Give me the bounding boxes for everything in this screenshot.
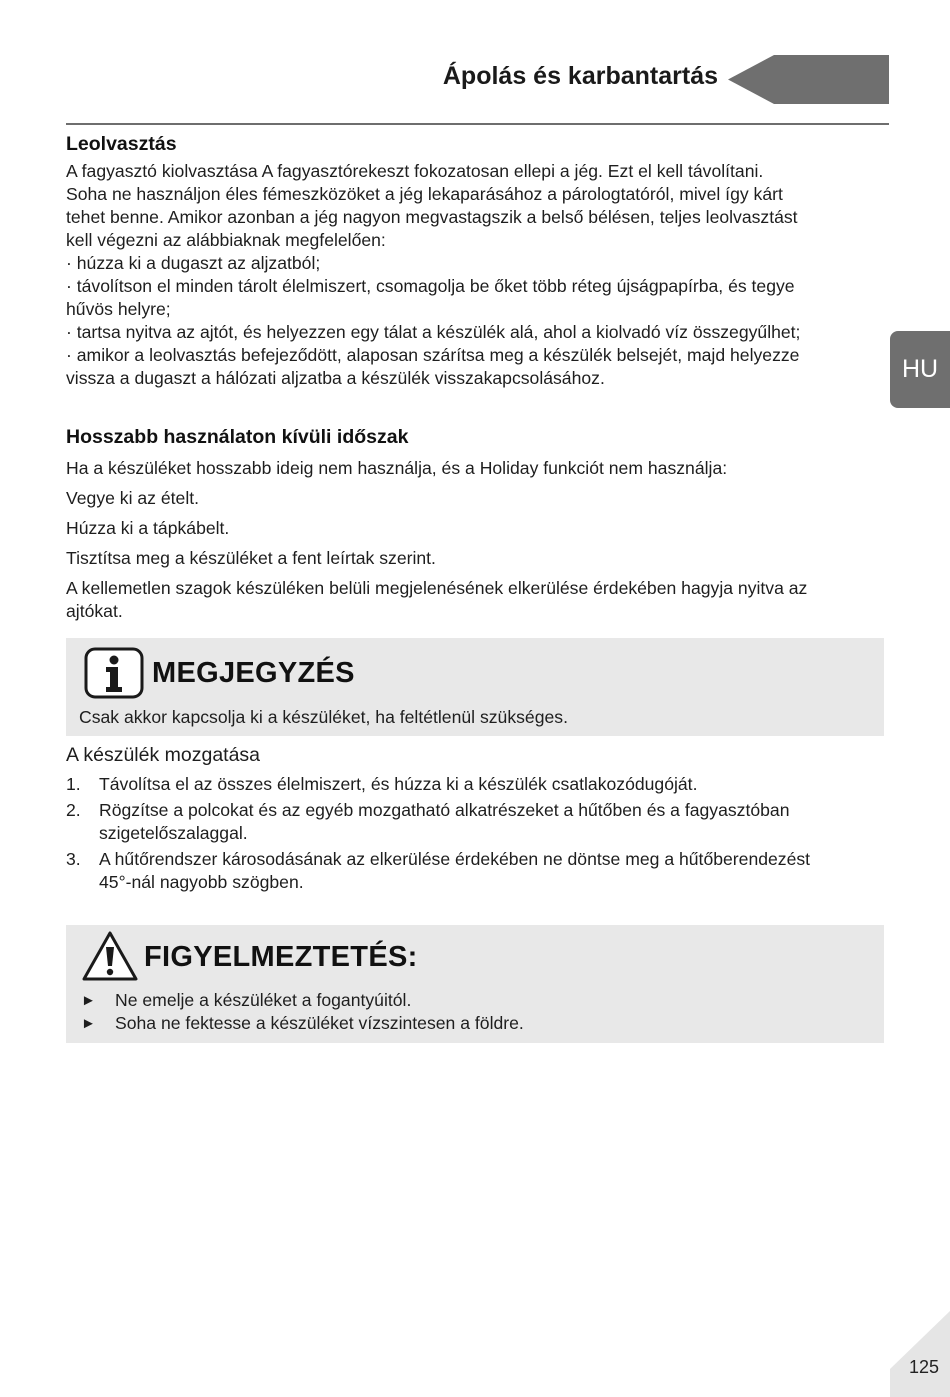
section-heading-moving: A készülék mozgatása xyxy=(66,744,261,766)
nonuse-section xyxy=(66,426,886,623)
defrost-line: tehet benne. Amikor azonban a jég nagyon megvastagszik a belső bélésen, teljes leolvasztást xyxy=(66,207,798,227)
info-icon xyxy=(83,646,145,700)
list-item-number: 1. xyxy=(66,774,81,794)
list-item-text: A hűtőrendszer károsodásának az elkerülése érdekében ne döntse meg a hűtőberendezést xyxy=(99,849,811,869)
warning-box xyxy=(66,925,884,1043)
page-header-title: Ápolás és karbantartás xyxy=(442,62,718,90)
warning-item xyxy=(81,989,524,1012)
bullet-triangle-icon: ► xyxy=(81,1015,96,1032)
list-item-text: Távolítsa el az összes élelmiszert, és húzza ki a készülék csatlakozódugóját. xyxy=(99,774,698,794)
warning-title: FIGYELMEZTETÉS: xyxy=(144,941,418,973)
note-title: MEGJEGYZÉS xyxy=(152,657,355,689)
nonuse-paragraph: A kellemetlen szagok készüléken belüli megjelenésének elkerülése érdekében hagyja nyitva az xyxy=(66,578,808,598)
nonuse-paragraph: ajtókat. xyxy=(66,601,123,621)
warning-item-text: Soha ne fektesse a készüléket vízszintesen a földre. xyxy=(115,1013,524,1033)
nonuse-paragraph: Vegye ki az ételt. xyxy=(66,488,200,508)
warning-list xyxy=(81,989,524,1035)
bullet-triangle-icon: ► xyxy=(81,992,96,1009)
list-item xyxy=(66,799,886,845)
defrost-line: Soha ne használjon éles fémeszközöket a jég lekaparásához a párologtatóról, mivel így kárt xyxy=(66,184,783,204)
nonuse-paragraph: Tisztítsa meg a készüléket a fent leírtak szerint. xyxy=(66,548,436,568)
defrost-step: · tartsa nyitva az ajtót, és helyezzen egy tálat a készülék alá, ahol a kiolvadó víz összegyűlhet; xyxy=(66,322,801,342)
warning-icon xyxy=(81,930,139,982)
note-text: Csak akkor kapcsolja ki a készüléket, ha feltétlenül szükséges. xyxy=(79,707,568,727)
section-heading-defrost: Leolvasztás xyxy=(66,133,177,155)
list-item-number: 3. xyxy=(66,849,81,869)
nonuse-paragraph: Ha a készüléket hosszabb ideig nem használja, és a Holiday funkciót nem használja: xyxy=(66,458,728,478)
warning-item xyxy=(81,1012,524,1035)
defrost-step: · távolítson el minden tárolt élelmiszert, csomagolja be őket több réteg újságpapírba, és tegye xyxy=(66,276,795,296)
note-box xyxy=(66,638,884,736)
nonuse-paragraph: Húzza ki a tápkábelt. xyxy=(66,518,230,538)
defrost-step: · amikor a leolvasztás befejeződött, alaposan szárítsa meg a készülék belsejét, majd helyezze xyxy=(66,345,800,365)
list-item-text: Rögzítse a polcokat és az egyéb mozgatható alkatrészeket a hűtőben és a fagyasztóban xyxy=(99,800,790,820)
moving-section xyxy=(66,744,886,894)
defrost-step: · húzza ki a dugaszt az aljzatból; xyxy=(66,253,321,273)
defrost-line: A fagyasztó kiolvasztása A fagyasztórekeszt fokozatosan ellepi a jég. Ezt el kell távolítani. xyxy=(66,161,764,181)
defrost-step: hűvös helyre; xyxy=(66,299,171,319)
language-tab: HU xyxy=(890,331,950,408)
defrost-step: vissza a dugaszt a hálózati aljzatba a készülék visszakapcsolásához. xyxy=(66,368,605,388)
page-corner-shape xyxy=(890,1311,950,1397)
list-item-text: szigetelőszalaggal. xyxy=(99,823,248,843)
defrost-section xyxy=(66,133,886,390)
section-heading-nonuse: Hosszabb használaton kívüli időszak xyxy=(66,426,409,448)
header-arrow-tab xyxy=(728,55,889,104)
list-item xyxy=(66,773,886,796)
moving-list xyxy=(66,773,886,894)
list-item-number: 2. xyxy=(66,800,81,820)
list-item-text: 45°-nál nagyobb szögben. xyxy=(99,872,304,892)
defrost-body xyxy=(66,160,886,390)
defrost-line: kell végezni az alábbiaknak megfelelően: xyxy=(66,230,386,250)
list-item xyxy=(66,848,886,894)
warning-item-text: Ne emelje a készüléket a fogantyúitól. xyxy=(115,990,412,1010)
page-number: 125 xyxy=(908,1357,939,1377)
header-divider xyxy=(66,123,889,125)
